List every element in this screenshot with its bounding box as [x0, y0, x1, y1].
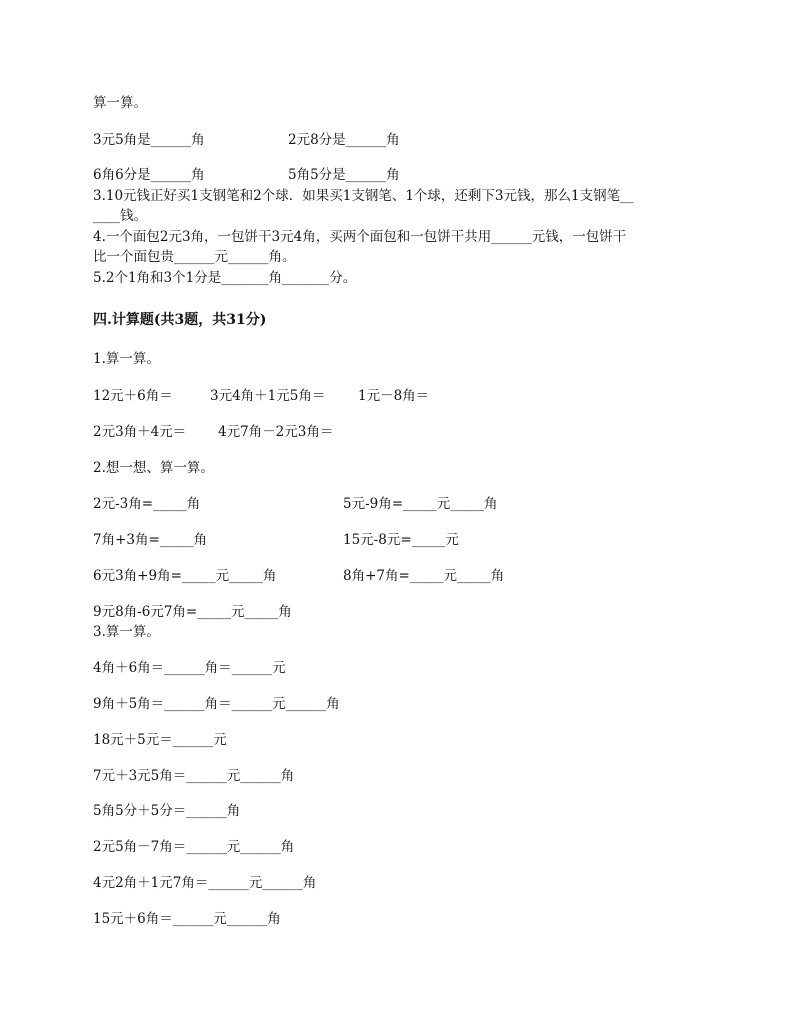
problem-1-title: 1.算一算。 — [93, 351, 160, 367]
problem-1-row1-c: 1元－8角＝ — [358, 388, 430, 404]
problem-2-left-1: 2元-3角=_____角 — [93, 496, 201, 512]
problem-1-row2-a: 2元3角＋4元＝ — [93, 424, 187, 440]
problem-3-item-1: 4角＋6角＝______角＝______元 — [93, 660, 286, 676]
problem-2-right-3: 8角+7角=_____元_____角 — [343, 568, 505, 584]
problem-3-item-3: 18元＋5元＝______元 — [93, 732, 227, 748]
section-top-title: 算一算。 — [93, 95, 147, 111]
problem-2-left-2: 7角+3角=_____角 — [93, 532, 208, 548]
question-4-line1: 4.一个面包2元3角，一包饼干3元4角，买两个面包和一包饼干共用______元钱，一包饼干 — [93, 229, 627, 245]
problem-3-item-5: 5角5分＋5分＝______角 — [93, 803, 241, 819]
item-3yuan5jiao: 3元5角是______角 — [93, 132, 205, 148]
question-3-line1: 3.10元钱正好买1支钢笔和2个球．如果买1支钢笔、1个球，还剩下3元钱，那么1支钢笔__ — [93, 188, 634, 204]
problem-1-row1-a: 12元＋6角＝ — [93, 388, 173, 404]
problem-2-right-2: 15元-8元=_____元 — [343, 532, 459, 548]
problem-3-title: 3.算一算。 — [93, 624, 160, 640]
question-5: 5.2个1角和3个1分是_______角_______分。 — [93, 270, 357, 286]
problem-2-left-4: 9元8角-6元7角=_____元_____角 — [93, 604, 292, 620]
problem-3-item-8: 15元＋6角＝______元______角 — [93, 911, 281, 927]
problem-2-right-1: 5元-9角=_____元_____角 — [343, 496, 498, 512]
problem-3-item-2: 9角＋5角＝______角＝______元______角 — [93, 696, 340, 712]
problem-2-left-3: 6元3角+9角=_____元_____角 — [93, 568, 277, 584]
problem-1-row2-b: 4元7角－2元3角＝ — [218, 424, 334, 440]
item-2yuan8fen: 2元8分是______角 — [288, 132, 400, 148]
problem-3-item-4: 7元＋3元5角＝______元______角 — [93, 768, 295, 784]
question-3-line2: ____钱。 — [93, 208, 147, 224]
item-5jiao5fen: 5角5分是______角 — [288, 167, 400, 183]
question-4-line2: 比一个面包贵______元______角。 — [93, 249, 296, 265]
problem-3-item-7: 4元2角＋1元7角＝______元______角 — [93, 875, 317, 891]
problem-3-item-6: 2元5角－7角＝______元______角 — [93, 839, 295, 855]
section-4-heading: 四.计算题(共3题，共31分) — [93, 312, 267, 328]
problem-2-title: 2.想一想、算一算。 — [93, 460, 214, 476]
item-6jiao6fen: 6角6分是______角 — [93, 167, 205, 183]
problem-1-row1-b: 3元4角＋1元5角＝ — [210, 388, 326, 404]
